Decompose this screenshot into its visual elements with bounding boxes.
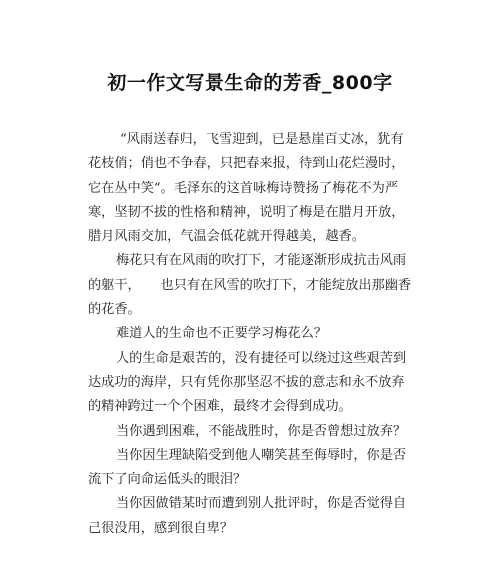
document-body: [88, 128, 428, 541]
text-line: 寒，坚韧不拔的性格和精神，说明了梅是在腊月开放，: [88, 204, 405, 220]
text-line: 的躯干， 也只有在风雪的吹打下，才能绽放出那幽香: [88, 277, 412, 293]
text-line: 达成功的海岸，只有凭你那坚忍不拔的意志和永不放弃: [88, 374, 405, 390]
text-line: 当你因生理缺陷受到他人嘲笑甚至侮辱时，你是否: [116, 447, 407, 463]
text-line: 的精神跨过一个个困难，最终才会得到成功。: [88, 399, 352, 415]
text-line: 花枝俏；俏也不争春，只把春来报，待到山花烂漫时，: [88, 156, 405, 172]
text-line: 的花香。: [88, 302, 141, 318]
document-title: 初一作文写景生命的芳香_800字: [107, 72, 393, 94]
text-line: 难道人的生命也不正要学习梅花么？: [116, 326, 327, 342]
text-line: 人的生命是艰苦的，没有捷径可以绕过这些艰苦到: [116, 350, 407, 366]
text-line: 梅花只有在风雨的吹打下，才能逐渐形成抗击风雨: [116, 253, 407, 269]
text-line: 己很没用，感到很自卑？: [88, 520, 234, 536]
text-line: “风雨送春归，飞雪迎到，已是悬崖百丈冰，犹有: [120, 132, 404, 147]
text-line: 腊月风雨交加，气温会低花就开得越美，越香。: [88, 229, 365, 245]
text-line: 它在丛中笑“。毛泽东的这首咏梅诗赞扬了梅花不为严: [88, 180, 399, 196]
text-line: 当你因做错某时而遭到别人批评时，你是否觉得自: [116, 496, 407, 512]
text-line: 当你遇到困难，不能战胜时，你是否曾想过放弃？: [116, 423, 407, 439]
text-line: 流下了向命运低头的眼泪？: [88, 472, 247, 488]
